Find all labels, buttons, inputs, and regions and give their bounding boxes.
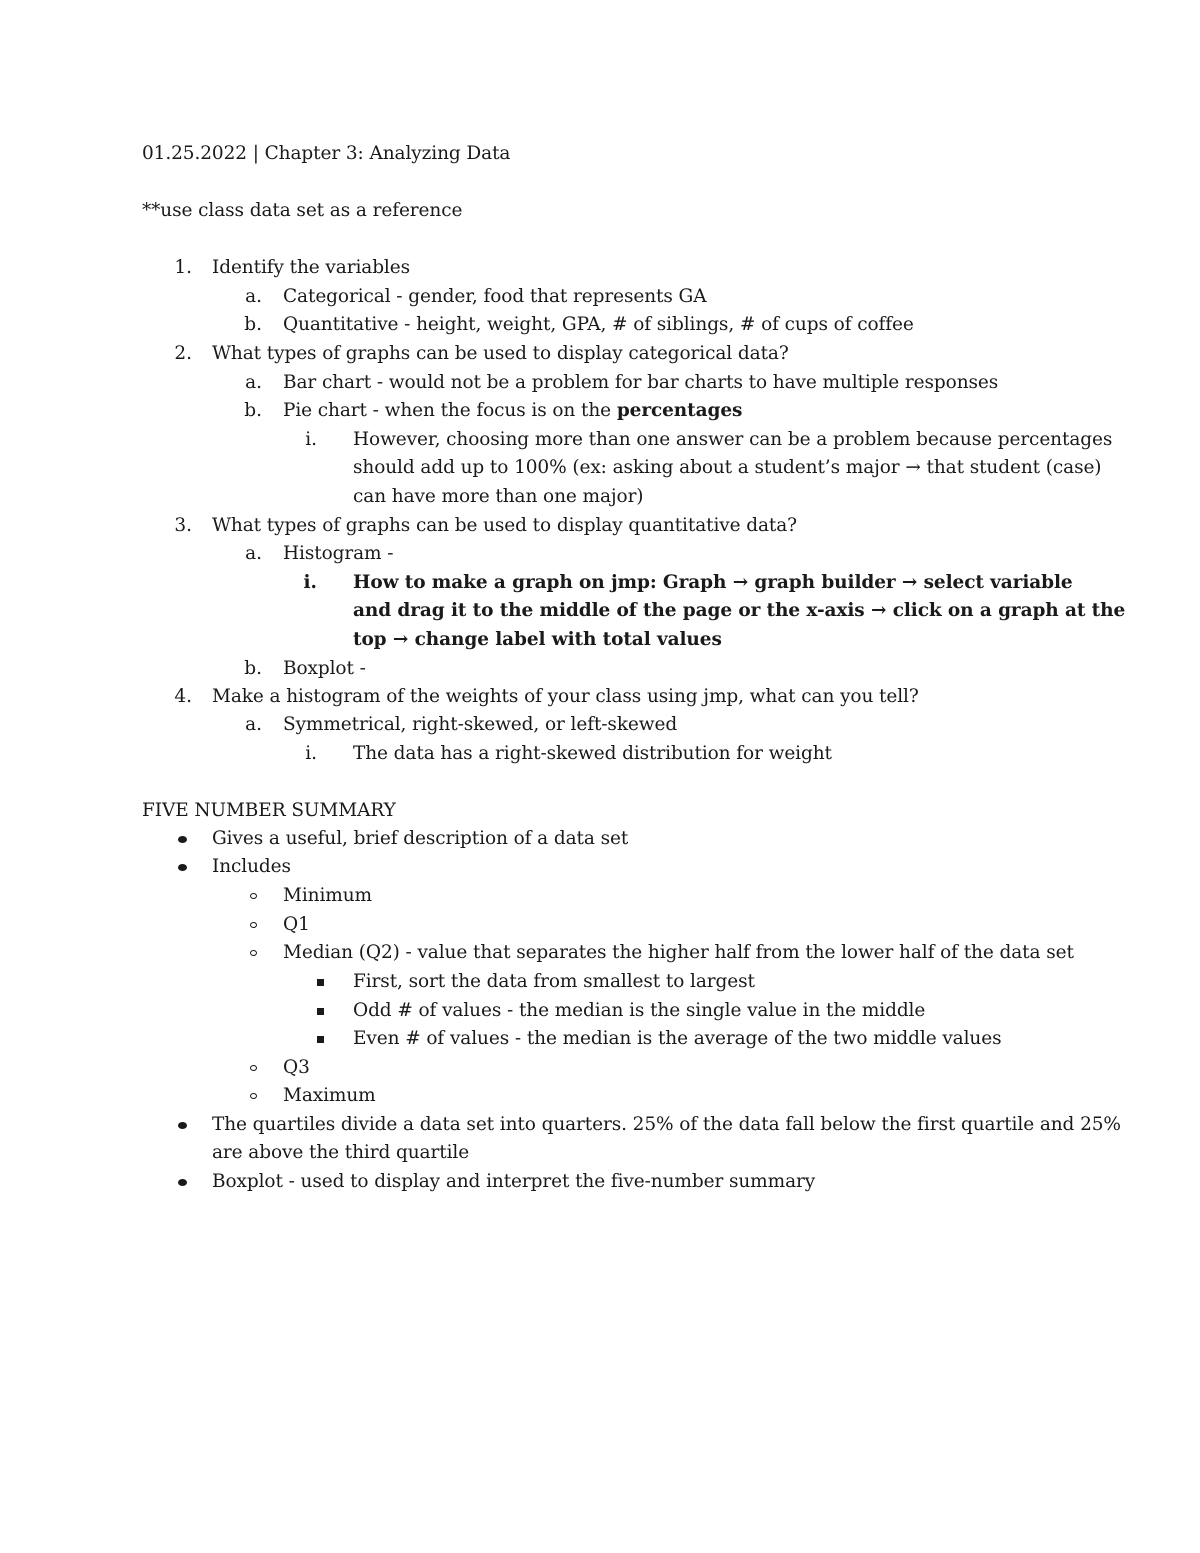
square-bullet-icon	[317, 979, 324, 986]
item-2b-text: Pie chart - when the focus is on the	[283, 400, 617, 421]
bullet-4: Boxplot - used to display and interpret the five-number summary	[212, 1171, 816, 1192]
list-marker-2a: a.	[245, 372, 262, 393]
item-2a: Bar chart - would not be a problem for bar charts to have multiple responses	[283, 372, 999, 393]
list-marker-2b: b.	[244, 400, 262, 421]
item-3a: Histogram -	[283, 543, 394, 564]
question-2: What types of graphs can be used to display categorical data?	[212, 343, 789, 364]
circle-bullet-icon	[250, 893, 257, 899]
median-step-2: Odd # of values - the median is the single value in the middle	[353, 1000, 926, 1021]
item-1a: Categorical - gender, food that represents GA	[283, 286, 707, 307]
list-marker-3ai: i.	[303, 572, 317, 593]
item-3ai-line1: How to make a graph on jmp: Graph → graph builder → select variable	[353, 572, 1073, 593]
document-title: 01.25.2022 | Chapter 3: Analyzing Data	[142, 143, 511, 164]
item-median: Median (Q2) - value that separates the higher half from the lower half of the data set	[283, 942, 1074, 963]
item-minimum: Minimum	[283, 885, 372, 906]
list-number-2: 2.	[174, 343, 192, 364]
item-4ai: The data has a right-skewed distribution for weight	[353, 743, 832, 764]
item-3ai-line2: and drag it to the middle of the page or the x-axis → click on a graph at the	[353, 600, 1126, 621]
item-3b: Boxplot -	[283, 658, 366, 679]
bullet-icon	[178, 836, 187, 843]
list-marker-3a: a.	[245, 543, 262, 564]
item-2bi-line1: However, choosing more than one answer can be a problem because percentages	[353, 429, 1113, 450]
bullet-3-line1: The quartiles divide a data set into quarters. 25% of the data fall below the first quartile and 25%	[212, 1114, 1121, 1135]
item-2b-bold: percentages	[616, 400, 743, 421]
list-number-3: 3.	[174, 515, 192, 536]
circle-bullet-icon	[250, 922, 257, 928]
list-marker-1b: b.	[244, 314, 262, 335]
square-bullet-icon	[317, 1036, 324, 1043]
circle-bullet-icon	[250, 1093, 257, 1099]
list-marker-2bi: i.	[305, 429, 317, 450]
bullet-icon	[178, 1179, 187, 1186]
median-step-1: First, sort the data from smallest to largest	[353, 971, 755, 992]
list-number-4: 4.	[174, 686, 192, 707]
bullet-1: Gives a useful, brief description of a data set	[212, 828, 629, 849]
question-1: Identify the variables	[212, 257, 410, 278]
bullet-2: Includes	[212, 856, 291, 877]
list-marker-1a: a.	[245, 286, 262, 307]
list-number-1: 1.	[174, 257, 192, 278]
item-2b	[283, 397, 742, 426]
item-q3: Q3	[283, 1057, 310, 1078]
bullet-icon	[178, 1122, 187, 1129]
circle-bullet-icon	[250, 950, 257, 956]
square-bullet-icon	[317, 1008, 324, 1015]
item-2bi-line3: can have more than one major)	[353, 486, 644, 507]
item-q1: Q1	[283, 914, 310, 935]
median-step-3: Even # of values - the median is the average of the two middle values	[353, 1028, 1002, 1049]
bullet-icon	[178, 864, 187, 871]
list-marker-4a: a.	[245, 714, 262, 735]
item-maximum: Maximum	[283, 1085, 376, 1106]
item-2bi-line2: should add up to 100% (ex: asking about a student’s major → that student (case)	[353, 457, 1102, 478]
item-1b: Quantitative - height, weight, GPA, # of siblings, # of cups of coffee	[283, 314, 914, 335]
bullet-3-line2: are above the third quartile	[212, 1142, 470, 1163]
circle-bullet-icon	[250, 1065, 257, 1071]
question-4: Make a histogram of the weights of your class using jmp, what can you tell?	[212, 686, 919, 707]
item-3ai-line3: top → change label with total values	[353, 629, 722, 650]
section-heading: FIVE NUMBER SUMMARY	[142, 800, 396, 821]
list-marker-4ai: i.	[305, 743, 317, 764]
list-marker-3b: b.	[244, 658, 262, 679]
reference-note: **use class data set as a reference	[142, 200, 463, 221]
question-3: What types of graphs can be used to display quantitative data?	[212, 515, 798, 536]
item-4a: Symmetrical, right-skewed, or left-skewed	[283, 714, 678, 735]
